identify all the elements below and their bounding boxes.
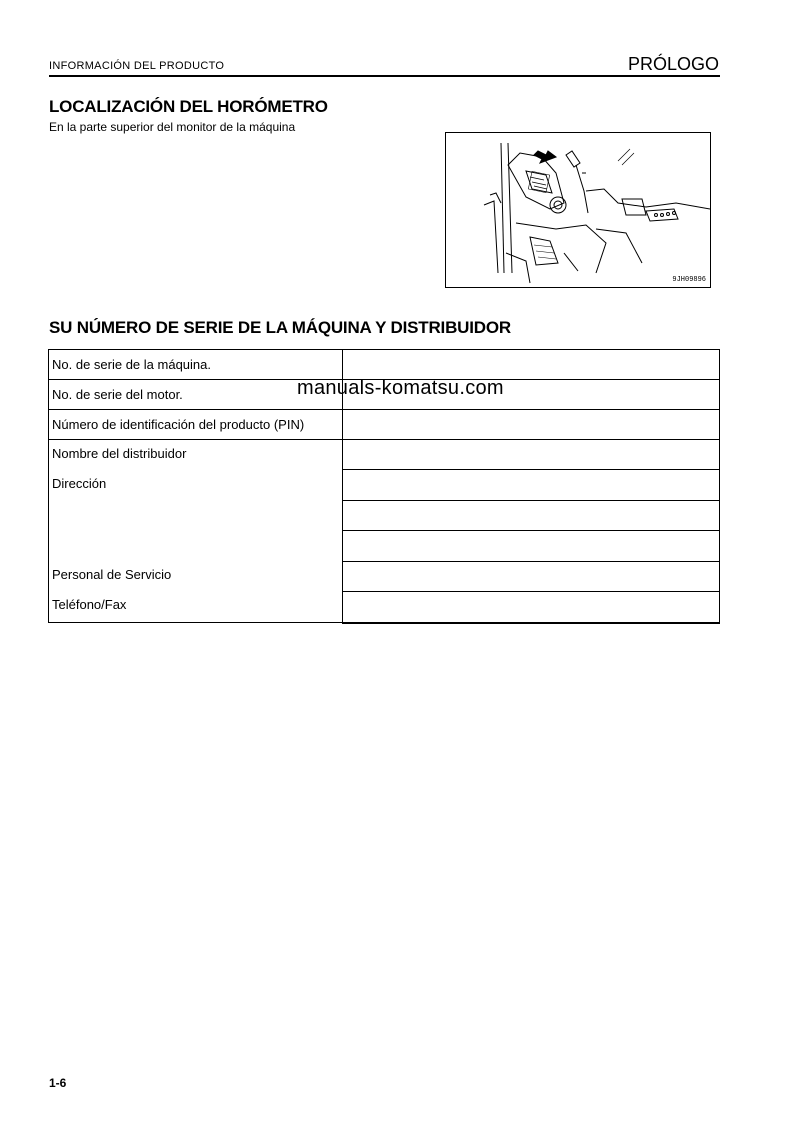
hour-meter-title: LOCALIZACIÓN DEL HORÓMETRO [49,97,328,116]
page-number: 1-6 [49,1076,67,1090]
distributor-labels [49,440,343,623]
table-row [49,440,720,470]
machine-serial-label: No. de serie de la máquina. [49,350,343,380]
figure-code: 9JH09896 [672,276,706,284]
machine-serial-field[interactable] [343,350,720,380]
distributor-name-label: Nombre del distribuidor [52,446,187,461]
address-field-line-2[interactable] [343,500,720,530]
address-label: Dirección [52,476,107,491]
header-section-label: INFORMACIÓN DEL PRODUCTO [49,60,225,72]
address-field-line-1[interactable] [343,470,720,500]
hour-meter-subtitle: En la parte superior del monitor de la máquina [49,120,296,134]
cab-interior-drawing [446,133,710,287]
hour-meter-illustration [445,132,711,288]
service-personnel-label: Personal de Servicio [52,567,172,582]
phone-fax-field[interactable] [343,592,720,623]
address-field-line-3[interactable] [343,531,720,561]
phone-fax-label: Teléfono/Fax [52,597,127,612]
serial-number-title: SU NÚMERO DE SERIE DE LA MÁQUINA Y DISTRIBUIDOR [49,318,511,337]
table-row [49,410,720,440]
engine-serial-label: No. de serie del motor. [49,380,343,410]
table-row [49,350,720,380]
pin-label: Número de identificación del producto (PIN) [49,410,343,440]
service-personnel-field[interactable] [343,561,720,591]
header-chapter-label: PRÓLOGO [627,54,719,74]
pin-field[interactable] [343,410,720,440]
watermark-text: manuals-komatsu.com [297,377,504,399]
header-divider [49,75,720,77]
distributor-name-field[interactable] [343,440,720,470]
